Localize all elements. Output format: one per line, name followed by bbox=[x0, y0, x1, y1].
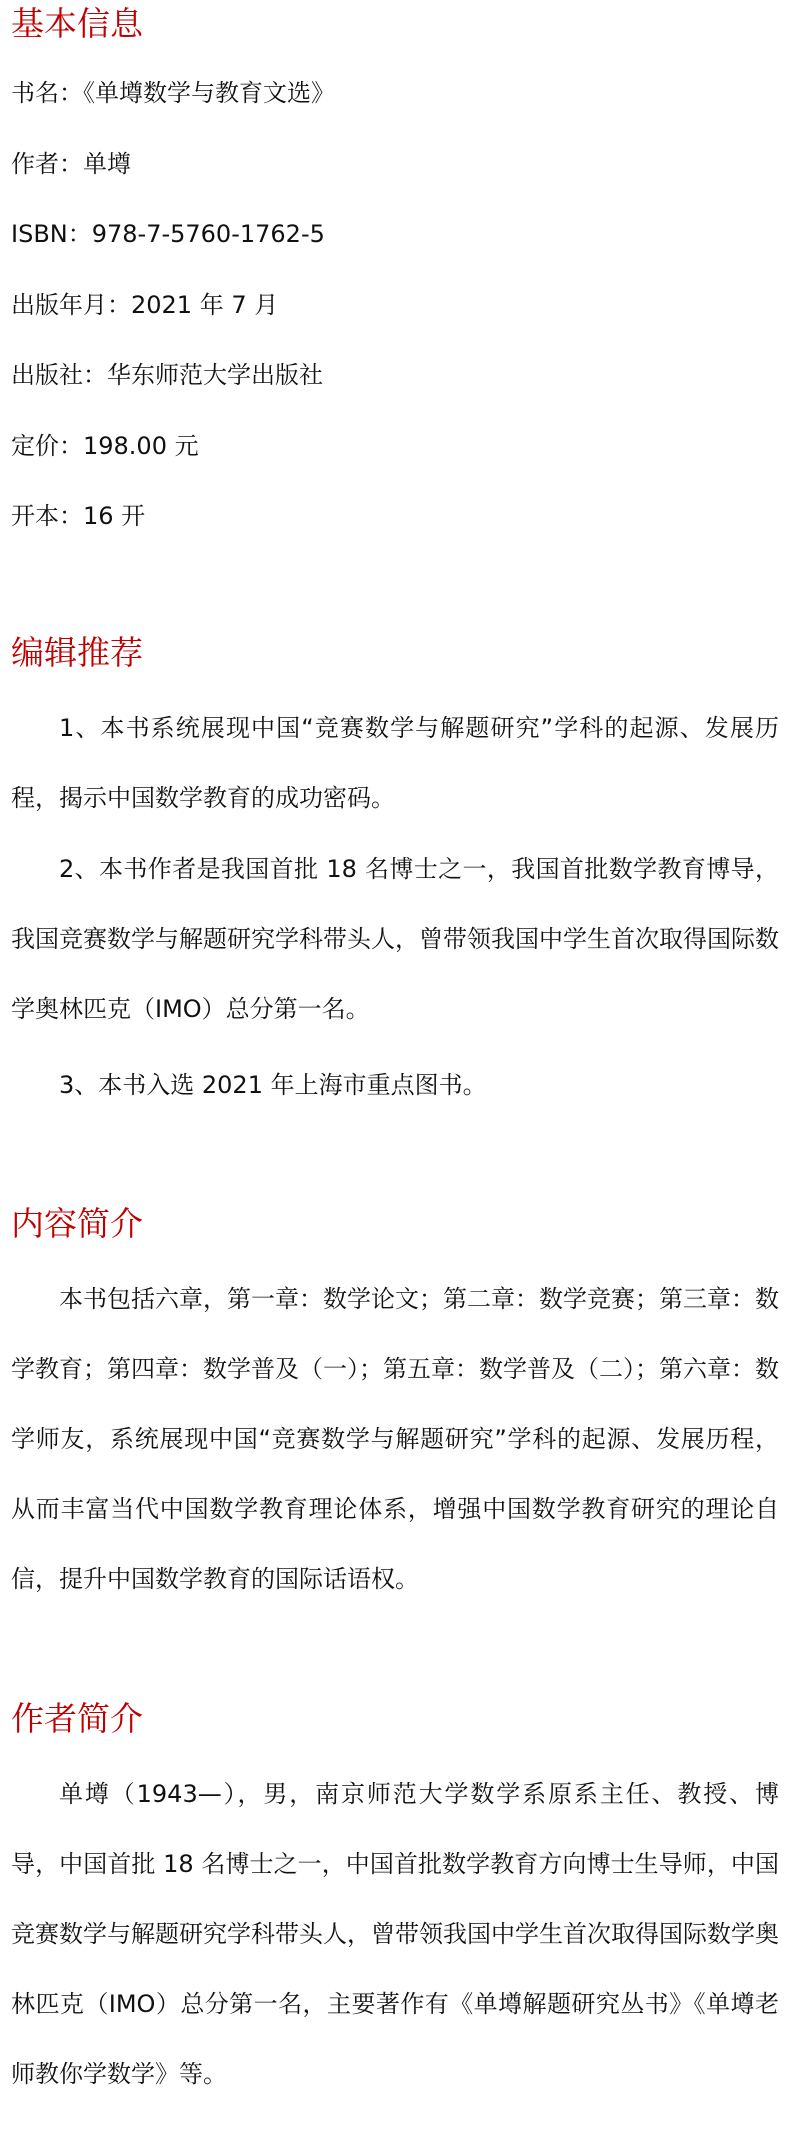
content-intro-paragraph: 本书包括六章，第一章：数学论文；第二章：数学竞赛；第三章：数学教育；第四章：数学普及（一）；第五章：数学普及（二）；第六章：数学师友，系统展现中国“竞赛数学与解题研究”学科的起源、发展历程，从而丰富当代中国数学教育理论体系，增强中国数学教育研究的理论自信，提升中国数学教育的国际话语权。 bbox=[11, 1285, 779, 1593]
info-author: 作者：单墫 bbox=[11, 150, 131, 178]
author-intro-paragraph: 单墫（1943—），男，南京师范大学数学系原系主任、教授、博导，中国首批 18 名博士之一，中国首批数学教育方向博士生导师，中国竞赛数学与解题研究学科带头人，曾带领我国中学生首次取得国际数学奥林匹克（IMO）总分第一名，主要著作有《单墫解题研究丛书》《单墫老师教你学数学》等。 bbox=[11, 1780, 779, 2088]
editor-recommendation-heading: 编辑推荐 bbox=[11, 633, 143, 672]
content-intro-heading: 内容简介 bbox=[11, 1204, 143, 1243]
author-intro-heading: 作者简介 bbox=[11, 1699, 143, 1738]
info-isbn: ISBN：978-7-5760-1762-5 bbox=[11, 220, 325, 248]
info-format: 开本：16 开 bbox=[11, 502, 146, 530]
info-pub-date: 出版年月：2021 年 7 月 bbox=[11, 291, 279, 319]
info-price: 定价：198.00 元 bbox=[11, 432, 199, 460]
basic-info-heading: 基本信息 bbox=[11, 4, 143, 43]
info-title: 书名：《单墫数学与教育文选》 bbox=[11, 79, 335, 107]
recommendation-item: 1、本书系统展现中国“竞赛数学与解题研究”学科的起源、发展历程，揭示中国数学教育的成功密码。 bbox=[11, 714, 779, 812]
info-publisher: 出版社：华东师范大学出版社 bbox=[11, 361, 323, 389]
recommendation-item: 2、本书作者是我国首批 18 名博士之一，我国首批数学教育博导，我国竞赛数学与解题研究学科带头人，曾带领我国中学生首次取得国际数学奥林匹克（IMO）总分第一名。 bbox=[11, 855, 779, 1023]
recommendation-item: 3、本书入选 2021 年上海市重点图书。 bbox=[59, 1071, 487, 1099]
